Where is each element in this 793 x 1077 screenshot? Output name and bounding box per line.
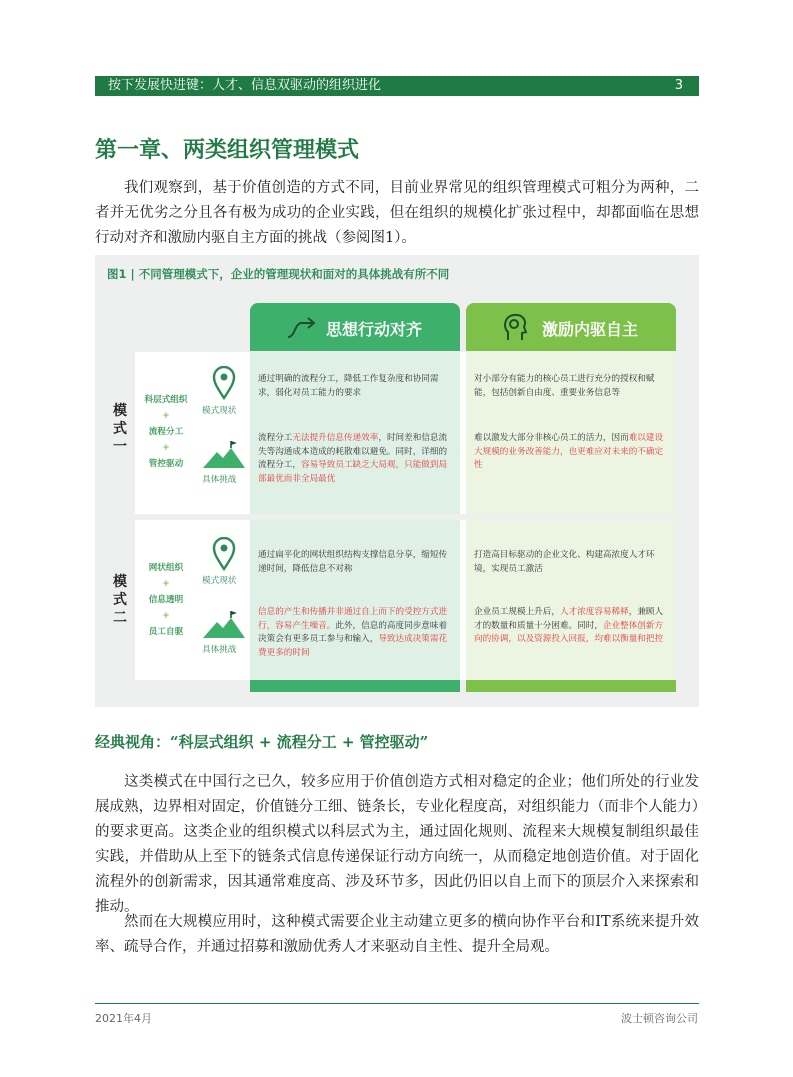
column-header-motivation (466, 303, 676, 351)
page-number: 3 (674, 78, 683, 93)
head-gear-icon (500, 312, 530, 342)
highlight-run: 容易导致员工缺乏大局观，只能做到局部最优而非全局最优 (258, 460, 448, 484)
mode1-right-challenge (474, 432, 670, 473)
body-paragraph-1: 这类模式在中国行之已久，较多应用于价值创造方式相对稳定的企业；他们所处的行业发展成熟，边界相对固定，价值链分工细、链条长，专业化程度高，对组织能力（而非个人能力）的要求更高。这类企业的组织模式以科层式为主，通过固化规则、流程来大规模复制组织最佳实践，并借助从上至下的链条式信息传递保证行动方向统一，从而稳定地创造价值。对于固化流程外的创新需求，因其通常难度高、涉及环节多，因此仍旧以自上而下的顶层介入来探索和推动。 (95, 774, 699, 915)
mode1-label: 模式一 (113, 403, 127, 455)
mode2-combo-plus: + (162, 611, 170, 621)
chapter-title: 第一章、两类组织管理模式 (95, 137, 360, 163)
mode1-combo-item: 流程分工 (148, 427, 184, 437)
text-run: 此外，信息的高度同步意味着决策会有更多员工参与和输入， (258, 620, 448, 644)
column-header-alignment (250, 303, 460, 351)
arrow-path-icon (286, 315, 318, 341)
text-run: 流程分工 (258, 433, 293, 443)
mode1-combo-item: 管控驱动 (148, 459, 184, 469)
figure-title: 图1 | 不同管理模式下，企业的管理现状和面对的具体挑战有所不同 (107, 267, 450, 281)
body-paragraph-2: 然而在大规模应用时，这种模式需要企业主动建立更多的横向协作平台和IT系统来提升效率、疏导合作，并通过招募和激励优秀人才来驱动自主性、提升全局观。 (95, 914, 699, 955)
text-run: 企业员工规模上升后， (474, 607, 560, 617)
mode1-challenge-label: 具体挑战 (202, 475, 237, 485)
column-header-motivation-label: 激励内驱自主 (542, 320, 639, 339)
footer-organization: 波士顿咨询公司 (621, 1012, 698, 1025)
highlight-run: 无法提升信息传递效率 (292, 433, 379, 443)
mode1-left-status: 通过明确的流程分工，降低工作复杂度和协同需求，弱化对员工能力的要求 (258, 374, 439, 398)
location-pin-icon (212, 537, 236, 571)
mode1-left-challenge (258, 432, 454, 486)
footer-divider (95, 1003, 699, 1004)
mode1-right-status: 对小部分有能力的核心员工进行充分的授权和赋能，包括创新自由度、重要业务信息等 (474, 374, 655, 398)
mode2-challenge-label: 具体挑战 (202, 645, 237, 655)
mode1-combo-plus: + (162, 443, 170, 453)
text-run: 难以激发大部分非核心员工的活力，因而 (474, 433, 629, 443)
mode2-combo-item: 信息透明 (148, 595, 184, 605)
mode2-label: 模式二 (113, 574, 127, 626)
highlight-run: 信息的产生和传播并非通过自上而下的受控方式进行，容易产生噪音。 (258, 607, 448, 631)
mode2-left-challenge (258, 606, 454, 660)
mode2-right-challenge (474, 606, 670, 647)
mountain-flag-icon (201, 610, 247, 640)
mode1-combo-item: 科层式组织 (144, 395, 188, 405)
mode1-combo-plus: + (162, 411, 170, 421)
mode1-combo (133, 392, 199, 472)
mode2-combo-item: 网状组织 (148, 563, 184, 573)
mode2-combo (133, 560, 199, 640)
header-title: 按下发展快进键：人才、信息双驱动的组织进化 (108, 78, 382, 93)
mode2-right-status: 打造高目标驱动的企业文化、构建高浓度人才环境，实现员工激活 (474, 550, 655, 574)
highlight-run: 难以建设大规模的业务改善能力，也更难应对未来的不确定性 (474, 433, 664, 470)
mode2-status-label: 模式现状 (202, 576, 237, 586)
mode2-combo-plus: + (162, 579, 170, 589)
highlight-run: 企业整体创新方向的协调，以及资源投入回报，均难以衡量和把控 (474, 620, 664, 644)
mode1-status-label: 模式现状 (202, 406, 237, 416)
location-pin-icon (212, 366, 236, 400)
highlight-run: 导致达成决策需花费更多的时间 (258, 634, 448, 658)
text-run: ，时间差和信息流失等沟通成本造成的耗散难以避免。同时，详细的流程分工， (258, 433, 448, 470)
mode2-left-status: 通过扁平化的网状组织结构支撑信息分享，缩短传递时间，降低信息不对称 (258, 550, 448, 574)
intro-paragraph: 我们观察到，基于价值创造的方式不同，目前业界常见的组织管理模式可粗分为两种，二者并无优劣之分且各有极为成功的企业实践，但在组织的规模化扩张过程中，却都面临在思想行动对齐和激励内驱自主方面的挑战（参阅图1）。 (95, 180, 699, 246)
section-title: 经典视角：“科层式组织 + 流程分工 + 管控驱动” (95, 733, 429, 751)
mountain-flag-icon (201, 440, 247, 470)
column-header-alignment-label: 思想行动对齐 (326, 320, 423, 339)
footer-date: 2021年4月 (95, 1012, 152, 1025)
right-column-base (466, 680, 676, 692)
left-column-base (250, 680, 460, 692)
mode2-combo-item: 员工自驱 (148, 627, 184, 637)
text-run: ，兼顾人才的数量和质量十分困难。同时， (474, 607, 664, 631)
mode2-right-cell-bg (466, 520, 676, 680)
highlight-run: 人才浓度容易稀释 (559, 607, 629, 617)
